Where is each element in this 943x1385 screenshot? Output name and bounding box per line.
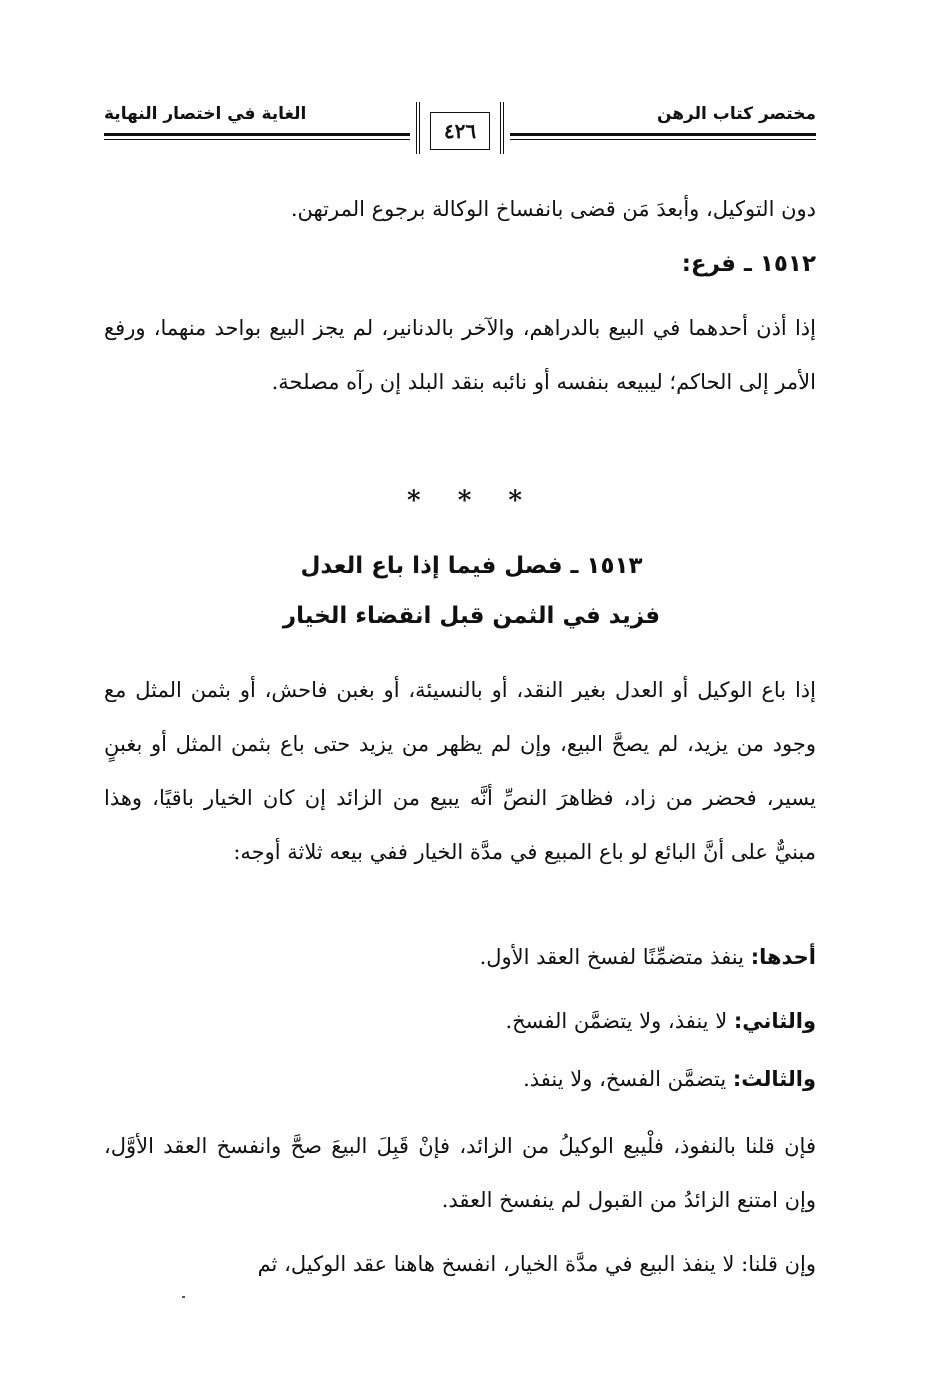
option-second-text: لا ينفذ، ولا يتضمَّن الفسخ. bbox=[505, 1009, 728, 1033]
option-first-text: ينفذ متضمِّنًا لفسخ العقد الأول. bbox=[479, 945, 744, 969]
page-number: ٤٢٦ bbox=[430, 112, 490, 150]
header-rule-left bbox=[104, 133, 410, 136]
page-header bbox=[104, 98, 816, 158]
running-title-right: مختصر كتاب الرهن bbox=[656, 104, 816, 124]
running-title-left: الغاية في اختصار النهاية bbox=[104, 104, 307, 124]
header-rule-left-thin bbox=[104, 139, 410, 140]
option-second bbox=[505, 1009, 816, 1033]
print-speck bbox=[182, 1296, 185, 1298]
header-rule-right bbox=[510, 133, 816, 136]
option-second-label: والثاني: bbox=[733, 1009, 816, 1033]
section-1513-title-line2: فزيد في الثمن قبل انقضاء الخيار bbox=[282, 603, 661, 629]
option-first-label: أحدها: bbox=[750, 945, 816, 969]
section-1512-body: إذا أذن أحدهما في البيع بالدراهم، والآخر بالدنانير، لم يجز البيع بواحد منهما، ورفع الأمر إلى الحاكم؛ ليبيعه بنفسه أو نائبه بنقد البلد إن رآه مصلحة. bbox=[104, 316, 816, 394]
header-rule-right-thin bbox=[510, 139, 816, 140]
section-1513-paragraph-3: وإن قلنا: لا ينفذ البيع في مدَّة الخيار، انفسخ هاهنا عقد الوكيل، ثم bbox=[257, 1252, 816, 1276]
option-third bbox=[523, 1067, 816, 1091]
option-first bbox=[480, 945, 816, 969]
page-number-frame bbox=[416, 102, 504, 154]
section-separator: * * * bbox=[407, 486, 536, 516]
section-1512-heading: ١٥١٢ ـ فرع: bbox=[681, 251, 816, 277]
intro-paragraph: دون التوكيل، وأبعدَ مَن قضى بانفساخ الوكالة برجوع المرتهن. bbox=[290, 197, 816, 221]
section-1513-paragraph-2: فإن قلنا بالنفوذ، فلْيبع الوكيلُ من الزائد، فإنْ قَبِلَ البيعَ صحَّ وانفسخ العقد الأوَّل، وإن امتنع الزائدُ من القبول لم ينفسخ العقد. bbox=[104, 1134, 816, 1212]
option-third-label: والثالث: bbox=[732, 1067, 816, 1091]
section-1513-title-line1: ١٥١٣ ـ فصل فيما إذا باع العدل bbox=[300, 553, 643, 579]
section-1513-paragraph-1: إذا باع الوكيل أو العدل بغير النقد، أو بالنسيئة، أو بغبن فاحش، أو بثمن المثل مع وجود من يزيد، لم يصحَّ البيع، وإن لم يظهر من يزيد حتى باع بثمن المثل أو بغبنٍ يسير، فحضر من زاد، فظاهرَ النصِّ أنَّه يبيع من الزائد إن كان الخيار باقيًا، وهذا مبنيٌّ على أنَّ البائع لو باع المبيع في مدَّة الخيار ففي بيعه ثلاثة أوجه: bbox=[104, 678, 816, 864]
option-third-text: يتضمَّن الفسخ، ولا ينفذ. bbox=[523, 1067, 727, 1091]
